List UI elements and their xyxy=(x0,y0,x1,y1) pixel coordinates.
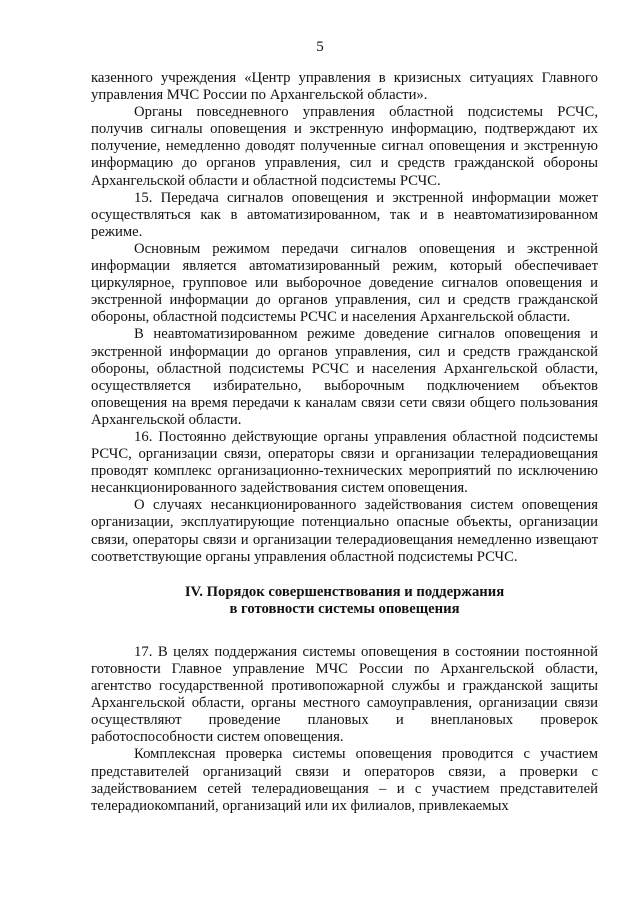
paragraph: В неавтоматизированном режиме доведение сигналов оповещения и экстренной информации до органов управления, сил и средств гражданской обороны, областной подсистемы РСЧС и населения Архангельской области, осуществляется избирательно, выборочным подключением объектов оповещения на время передачи к каналам связи сети связи общего пользования Архангельской области. xyxy=(91,326,598,428)
section-heading-line-1: IV. Порядок совершенствования и поддержания xyxy=(184,583,505,600)
paragraph: казенного учреждения «Центр управления в кризисных ситуациях Главного управления МЧС России по Архангельской области». xyxy=(91,70,598,104)
document-body xyxy=(91,70,598,815)
paragraph: О случаях несанкционированного задействования систем оповещения организации, эксплуатирующие потенциально опасные объекты, организации связи, операторы связи и организации телерадиовещания немедленно извещают соответствующие органы управления областной подсистемы РСЧС. xyxy=(91,497,598,565)
paragraph: Основным режимом передачи сигналов оповещения и экстренной информации является автоматизированный режим, который обеспечивает циркулярное, групповое или выборочное доведение сигналов оповещения и экстренной информации до органов управления, сил и средств гражданской обороны, областной подсистемы РСЧС и населения Архангельской области. xyxy=(91,240,598,326)
page-number: 5 xyxy=(316,39,324,55)
paragraph: Органы повседневного управления областной подсистемы РСЧС, получив сигналы оповещения и экстренную информацию, подтверждают их получение, немедленно доводят полученные сигнал оповещения и экстренную информацию до органов управления, сил и средств гражданской обороны Архангельской области и областной подсистемы РСЧС. xyxy=(91,104,598,189)
section-heading xyxy=(91,584,598,618)
paragraph: 15. Передача сигналов оповещения и экстренной информации может осуществляться как в автоматизированном, так и в неавтоматизированном режиме. xyxy=(91,189,598,240)
paragraph: 16. Постоянно действующие органы управления областной подсистемы РСЧС, организации связи, операторы связи и организации телерадиовещания проводят комплекс организационно-технических мероприятий по исключению несанкционированного задействования систем оповещения. xyxy=(91,428,598,497)
section-heading-line-2: в готовности системы оповещения xyxy=(229,600,460,617)
paragraph: Комплексная проверка системы оповещения проводится с участием представителей организаций связи и операторов связи, а проверки с задействованием сетей телерадиовещания – и с участием представителей телерадиокомпаний, организаций или их филиалов, привлекаемых xyxy=(91,746,598,814)
paragraph: 17. В целях поддержания системы оповещения в состоянии постоянной готовности Главное управление МЧС России по Архангельской области, агентство государственной противопожарной службы и гражданской защиты Архангельской области, органы местного самоуправления, организации связи осуществляют проведение плановых и внеплановых проверок работоспособности систем оповещения. xyxy=(91,643,598,746)
